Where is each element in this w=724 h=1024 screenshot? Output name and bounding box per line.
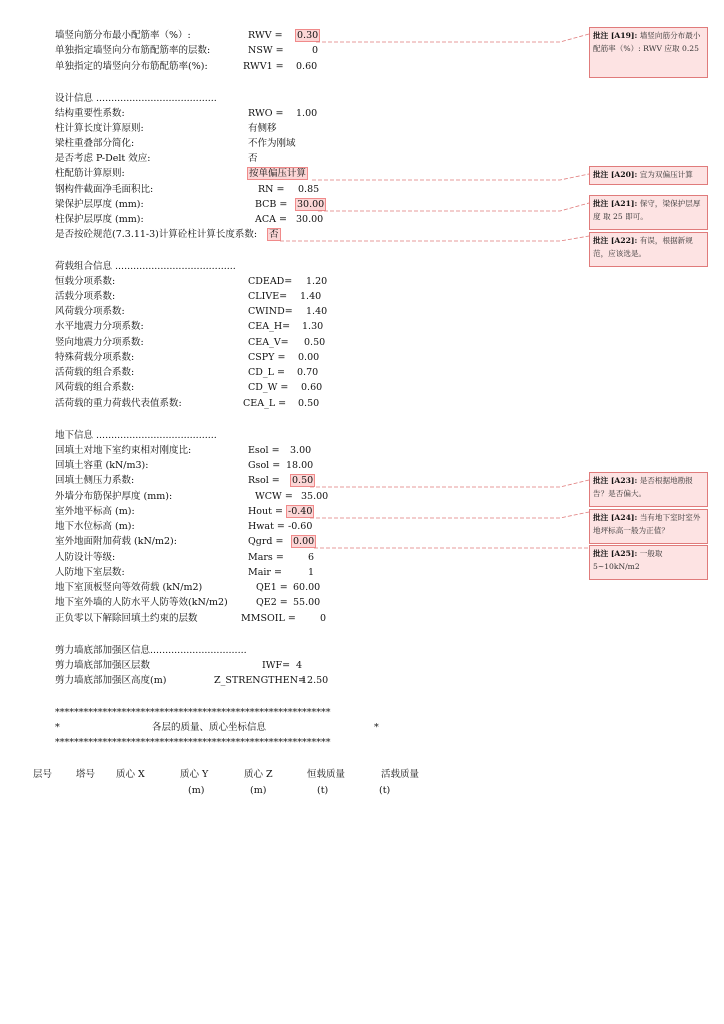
comment-a22[interactable]: 批注 [A22]: 有误，根据新规范，应该选是。 bbox=[589, 232, 708, 267]
comment-a23[interactable]: 批注 [A23]: 是否根据地勘报告？是否偏大。 bbox=[589, 472, 708, 507]
line-nsw: 单独指定墙竖向分布筋配筋率的层数: bbox=[55, 45, 211, 56]
unit-cz: (m) bbox=[250, 785, 267, 796]
banner-edge-right: * bbox=[374, 722, 379, 733]
connector-a24 bbox=[310, 512, 589, 518]
banner-stars-top: ********************************************************** bbox=[55, 707, 331, 718]
connector-a22 bbox=[280, 236, 589, 241]
comment-a19[interactable]: 批注 [A19]: 墙竖向筋分布最小配筋率（%）: RWV 应取 0.25 bbox=[589, 27, 708, 78]
unit-dead: (t) bbox=[317, 785, 329, 796]
section-load-combo: 荷载组合信息 ........................................ bbox=[55, 261, 236, 272]
comment-a25[interactable]: 批注 [A25]: 一般取 5~10kN/m2 bbox=[589, 545, 708, 580]
section-shear-wall: 剪力墙底部加强区信息................................ bbox=[55, 645, 247, 656]
banner-title: 各层的质量、质心坐标信息 bbox=[152, 722, 267, 733]
highlight-rwv: 0.30 bbox=[297, 30, 319, 41]
connector-a23 bbox=[310, 480, 589, 487]
highlight-rsol: 0.50 bbox=[292, 475, 314, 486]
col-cz: 质心 Z bbox=[244, 769, 273, 780]
highlight-column-length: 否 bbox=[269, 229, 279, 240]
unit-cy: (m) bbox=[188, 785, 205, 796]
col-floor: 层号 bbox=[33, 769, 53, 780]
banner-edge-left: * bbox=[55, 722, 60, 733]
comment-a20[interactable]: 批注 [A20]: 宜为双偏压计算 bbox=[589, 166, 708, 185]
highlight-bcb: 30.00 bbox=[297, 199, 325, 210]
unit-live: (t) bbox=[379, 785, 391, 796]
col-cx: 质心 X bbox=[116, 769, 145, 780]
col-dead-mass: 恒载质量 bbox=[307, 769, 346, 780]
comment-a21[interactable]: 批注 [A21]: 保守，梁保护层厚度 取 25 即可。 bbox=[589, 195, 708, 230]
comment-a24[interactable]: 批注 [A24]: 当有地下室时室外地坪标高一般为正值？ bbox=[589, 509, 708, 544]
col-cy: 质心 Y bbox=[180, 769, 209, 780]
highlight-qgrd: 0.00 bbox=[293, 536, 315, 547]
connector-a19 bbox=[316, 34, 589, 42]
line-rwv: 墙竖向筋分布最小配筋率（%）: bbox=[55, 30, 191, 41]
col-tower: 塔号 bbox=[76, 769, 96, 780]
col-live-mass: 活载质量 bbox=[381, 769, 420, 780]
connector-a21 bbox=[318, 203, 589, 211]
banner-stars-bottom: ********************************************************** bbox=[55, 737, 331, 748]
line-rwv1: 单独指定的墙竖向分布筋配筋率(%): bbox=[55, 61, 208, 72]
connector-a20 bbox=[312, 174, 589, 180]
highlight-hout: -0.40 bbox=[288, 506, 313, 517]
highlight-column-calc: 按单偏压计算 bbox=[249, 168, 307, 179]
section-design-info: 设计信息 ........................................ bbox=[55, 93, 217, 104]
section-underground: 地下信息 ........................................ bbox=[55, 430, 217, 441]
